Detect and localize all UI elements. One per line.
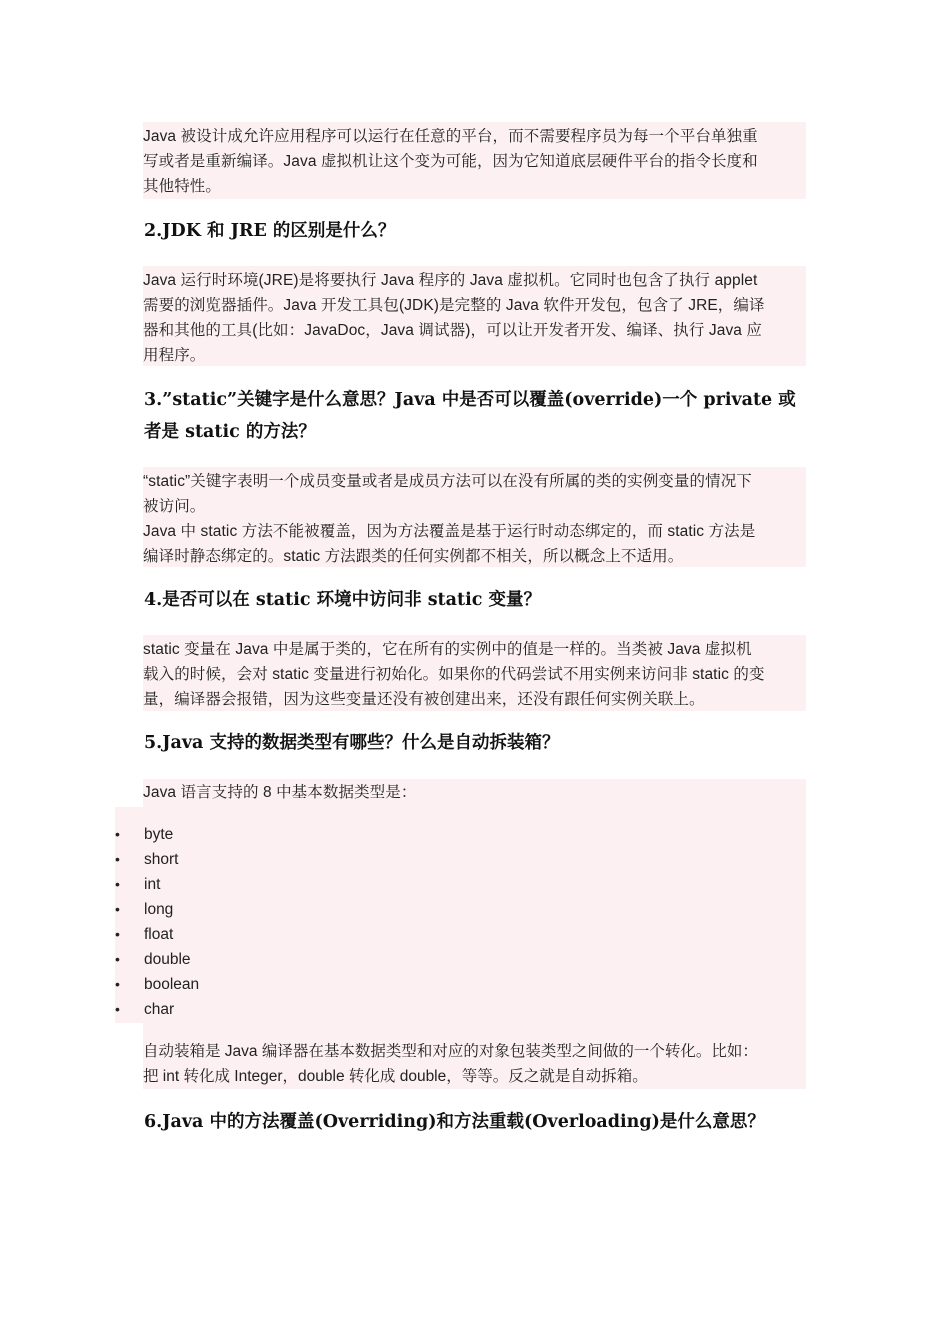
q5-answer-intro-box <box>143 779 806 807</box>
data-types-band <box>115 807 806 1023</box>
bullet-icon: • <box>115 826 120 842</box>
bullet-icon: • <box>115 876 120 892</box>
q3-heading: 3.”static”关键字是什么意思？Java 中是否可以覆盖(override)一个 private 或 者是 static 的方法？ <box>144 390 796 442</box>
q3-answer-text: “static”关键字表明一个成员变量或者是成员方法可以在没有所属的类的实例变量的情况下 被访问。 Java 中 static 方法不能被覆盖，因为方法覆盖是基于运行时动态绑定的，而 static 方法是 编译时静态绑定的。static 方法跟类的任何实例都不相关，所以概念上不适用。 <box>143 473 756 565</box>
q5-heading: 5.Java 支持的数据类型有哪些？什么是自动拆装箱？ <box>144 733 560 753</box>
q5-answer-outro-text: 自动装箱是 Java 编译器在基本数据类型和对应的对象包装类型之间做的一个转化。比如： 把 int 转化成 Integer，double 转化成 double，等等。反之就是自动拆箱。 <box>143 1043 758 1085</box>
list-item: • boolean <box>115 972 199 997</box>
q2-answer-box <box>143 266 806 366</box>
q2-heading: 2.JDK 和 JRE 的区别是什么？ <box>144 221 396 241</box>
list-item: • char <box>115 997 199 1022</box>
q4-heading: 4.是否可以在 static 环境中访问非 static 变量？ <box>144 590 541 610</box>
intro-answer-text: Java 被设计成允许应用程序可以运行在任意的平台，而不需要程序员为每一个平台单独重 写或者是重新编译。Java 虚拟机让这个变为可能，因为它知道底层硬件平台的指令长度和 其他特性。 <box>143 128 758 195</box>
bullet-icon: • <box>115 851 120 867</box>
bullet-icon: • <box>115 1001 120 1017</box>
q2-answer-text: Java 运行时环境(JRE)是将要执行 Java 程序的 Java 虚拟机。它同时也包含了执行 applet 需要的浏览器插件。Java 开发工具包(JDK)是完整的 Java 软件开发包，包含了 JRE，编译 器和其他的工具(比如：JavaDoc，Java 调试器)，可以让开发者开发、编译、执行 Java 应 用程序。 <box>143 272 765 364</box>
q3-answer-box <box>143 467 806 567</box>
list-item: • long <box>115 897 199 922</box>
data-types-list <box>115 822 199 1022</box>
list-item: • double <box>115 947 199 972</box>
q4-answer-box <box>143 635 806 711</box>
bullet-icon: • <box>115 901 120 917</box>
list-item: • float <box>115 922 199 947</box>
q5-answer-outro-box <box>143 1039 806 1089</box>
bullet-icon: • <box>115 976 120 992</box>
bullet-icon: • <box>115 951 120 967</box>
q4-answer-text: static 变量在 Java 中是属于类的，它在所有的实例中的值是一样的。当类被 Java 虚拟机 载入的时候，会对 static 变量进行初始化。如果你的代码尝试不用实例来访问非 static 的变 量，编译器会报错，因为这些变量还没有被创建出来，还没有跟任何实例关联上。 <box>143 641 765 708</box>
list-item: • byte <box>115 822 199 847</box>
bullet-icon: • <box>115 926 120 942</box>
list-item: • int <box>115 872 199 897</box>
q5-answer-intro-text: Java 语言支持的 8 中基本数据类型是： <box>143 784 417 801</box>
q6-heading: 6.Java 中的方法覆盖(Overriding)和方法重载(Overloading)是什么意思？ <box>144 1112 765 1132</box>
intro-answer-box <box>143 122 806 199</box>
list-item: • short <box>115 847 199 872</box>
